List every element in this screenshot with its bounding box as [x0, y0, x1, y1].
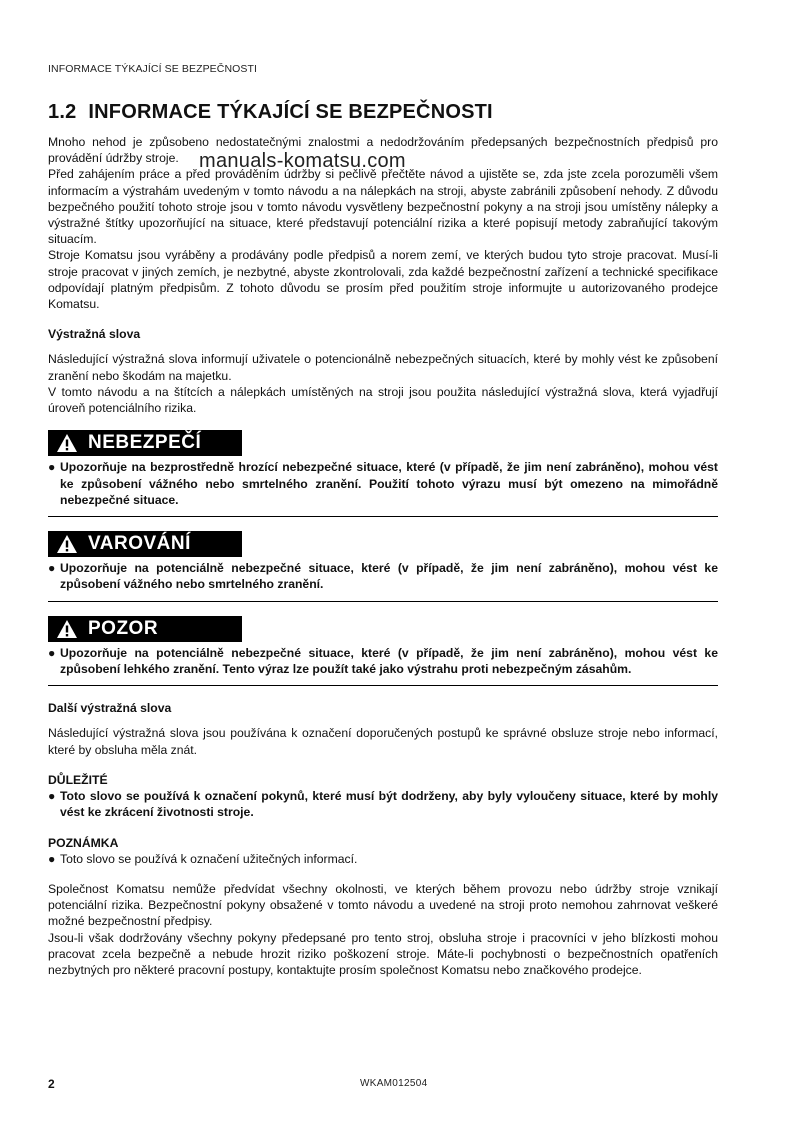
warning-triangle-icon	[56, 619, 78, 639]
hazard-label: VAROVÁNÍ	[88, 532, 191, 554]
hazard-block-caution	[48, 616, 718, 687]
section-number: 1.2	[48, 101, 77, 123]
section-title	[48, 101, 493, 124]
divider	[48, 685, 718, 686]
warning-triangle-icon	[56, 433, 78, 453]
bullet-icon: ●	[48, 460, 56, 475]
warning-words-paragraph: Následující výstražná slova informují uživatele o potencionálně nebezpečných situacích, které by mohly vést ke způsobení zranění nebo škodám na majetku.	[48, 352, 718, 383]
intro-paragraph: Mnoho nehod je způsobeno nedostatečnými znalostmi a nedodržováním předepsaných bezpečnostních předpisů pro provádění údržby stroje.	[48, 135, 718, 166]
intro-paragraph: Stroje Komatsu jsou vyráběny a prodávány podle předpisů a norem zemí, ve kterých budou tyto stroje pracovat. Musí-li stroje pracovat v jiných zemích, je nezbytné, abyste zkontrolovali, zda každé bezpečnostní zařízení a technické specifikace odpovídají platným předpisům. Z tohoto důvodu se prosím před použitím stroje informujte u autorizovaného prodejce Komatsu.	[48, 248, 718, 312]
closing-paragraph: Společnost Komatsu nemůže předvídat všechny okolnosti, ve kterých během provozu nebo údržby stroje vznikají potenciální rizika. Bezpečnostní pokyny obsažené v tomto návodu a uvedené na stroji proto nemohou zahrnovat veškeré možné bezpečnostní předpisy.	[48, 881, 718, 929]
hazard-text: Upozorňuje na bezprostředně hrozící nebezpečné situace, které (v případě, že jim není zabráněno), mohou vést ke způsobení vážného nebo smrtelného zranění. Použití tohoto výrazu musí být omezeno na mimořádně nebezpečné situace.	[60, 460, 718, 507]
hazard-banner-danger	[48, 430, 242, 456]
hazard-banner-caution	[48, 616, 242, 642]
warning-words-paragraph: V tomto návodu a na štítcích a nálepkách umístěných na stroji jsou použita následující výstražná slova, která vyjadřují úroveň potenciálního rizika.	[48, 384, 718, 416]
other-words-heading: Další výstražná slova	[48, 701, 172, 716]
hazard-text: Upozorňuje na potenciálně nebezpečné situace, které (v případě, že jim není zabráněno), mohou vést ke způsobení vážného nebo smrtelného zranění.	[60, 561, 718, 592]
note-heading: POZNÁMKA	[48, 835, 119, 850]
running-header: INFORMACE TÝKAJÍCÍ SE BEZPEČNOSTI	[48, 63, 258, 75]
hazard-block-warning	[48, 531, 718, 602]
hazard-description	[48, 459, 718, 508]
note-item	[48, 851, 718, 867]
page-content	[48, 134, 718, 978]
hazard-block-danger	[48, 430, 718, 517]
page-number: 2	[48, 1077, 55, 1091]
bullet-icon: ●	[48, 789, 56, 804]
divider	[48, 601, 718, 602]
document-code: WKAM012504	[360, 1078, 428, 1089]
warning-triangle-icon	[56, 534, 78, 554]
bullet-icon: ●	[48, 645, 56, 660]
intro-paragraph: Před zahájením práce a před prováděním údržby si pečlivě přečtěte návod a ujistěte se, zda jste zcela porozuměli všem informacím a výstrahám uvedeným v tomto návodu a na nálepkách na stroji, abyste zabránili způsobení nehody. Z důvodu bezpečného použití tohoto stroje jsou v tomto návodu vysvětleny bezpečnostní pokyny a na stroji jsou umístěny nálepky a výstražné štítky upozorňující na situace, které představují potenciální rizika a které popisují metody zabraňující takovým situacím.	[48, 167, 718, 247]
important-text: Toto slovo se používá k označení pokynů, které musí být dodrženy, aby byly vyloučeny situace, které by mohly vést ke zkrácení životnosti stroje.	[60, 789, 718, 820]
important-item	[48, 788, 718, 820]
warning-words-heading: Výstražná slova	[48, 327, 141, 342]
closing-paragraph: Jsou-li však dodržovány všechny pokyny předepsané pro tento stroj, obsluha stroje i pracovníci v jeho blízkosti mohou pracovat zcela bezpečně a nebude hrozit riziko poškození stroje. Máte-li pochybnosti o bezpečnostních opatřeních nezbytných pro některé pracovní postupy, kontaktujte prosím společnost Komatsu nebo značkového prodejce.	[48, 930, 718, 977]
hazard-banner-warning	[48, 531, 242, 557]
divider	[48, 516, 718, 517]
hazard-text: Upozorňuje na potenciálně nebezpečné situace, které (v případě, že jim není zabráněno), mohou vést ke způsobení lehkého zranění. Tento výraz lze použít také jako výstrahu proti nebezpečným zásahům.	[60, 645, 718, 677]
other-words-paragraph: Následující výstražná slova jsou používána k označení doporučených postupů ke správné obsluze stroje nebo informací, které by obsluha měla znát.	[48, 726, 718, 757]
hazard-description	[48, 645, 718, 677]
section-title-text: INFORMACE TÝKAJÍCÍ SE BEZPEČNOSTI	[88, 101, 493, 123]
note-text: Toto slovo se používá k označení užitečných informací.	[60, 851, 358, 866]
watermark-text: manuals-komatsu.com	[199, 150, 406, 172]
bullet-icon: ●	[48, 561, 56, 576]
hazard-label: POZOR	[88, 617, 159, 639]
hazard-label: NEBEZPEČÍ	[88, 432, 202, 454]
important-heading: DŮLEŽITÉ	[48, 772, 108, 787]
bullet-icon: ●	[48, 851, 56, 866]
hazard-description	[48, 560, 718, 592]
